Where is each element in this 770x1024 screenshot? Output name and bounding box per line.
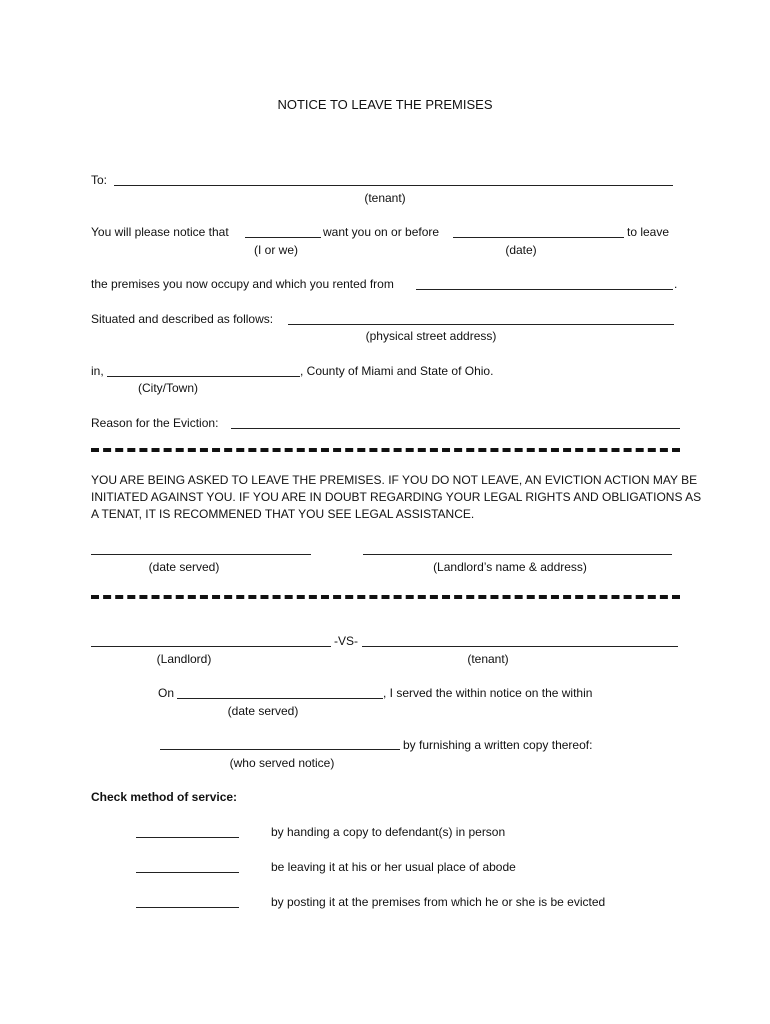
street-address-caption: (physical street address) <box>365 329 497 343</box>
landlord-name-address-field[interactable] <box>363 554 672 555</box>
tenant-caption: (tenant) <box>364 191 406 205</box>
method-heading: Check method of service: <box>91 790 238 804</box>
tenant-caption-vs: (tenant) <box>467 652 509 666</box>
versus-label: -VS- <box>334 634 358 648</box>
landlord-name-caption: (Landlord’s name & address) <box>433 560 587 574</box>
warning-line-1: YOU ARE BEING ASKED TO LEAVE THE PREMISES. IF YOU DO NOT LEAVE, AN EVICTION ACTION MAY BE <box>91 473 698 487</box>
furnishing-text: by furnishing a written copy thereof: <box>403 738 593 752</box>
tenant-field[interactable] <box>362 646 678 647</box>
city-town-field[interactable] <box>107 376 300 377</box>
location-suffix: , County of Miami and State of Ohio. <box>300 364 494 378</box>
premises-end: . <box>674 277 678 291</box>
method-checkbox-abode[interactable] <box>136 872 239 873</box>
rented-from-field[interactable] <box>416 289 673 290</box>
tenant-name-field[interactable] <box>114 185 673 186</box>
situated-label: Situated and described as follows: <box>91 312 274 326</box>
method-item-label: be leaving it at his or her usual place of abode <box>271 860 516 874</box>
date-served-field[interactable] <box>91 554 311 555</box>
i-or-we-caption: (I or we) <box>253 243 299 257</box>
method-checkbox-posting[interactable] <box>136 907 239 908</box>
warning-line-3: A TENAT, IT IS RECOMMENED THAT YOU SEE LEGAL ASSISTANCE. <box>91 507 475 521</box>
served-date-caption: (date served) <box>227 704 299 718</box>
notice-suffix: to leave <box>627 225 670 239</box>
page-title: NOTICE TO LEAVE THE PREMISES <box>277 97 493 112</box>
method-item-label: by handing a copy to defendant(s) in person <box>271 825 506 839</box>
reason-label: Reason for the Eviction: <box>91 416 219 430</box>
leave-date-field[interactable] <box>453 237 624 238</box>
to-label: To: <box>91 173 108 187</box>
reason-field[interactable] <box>231 428 680 429</box>
date-served-caption: (date served) <box>148 560 220 574</box>
landlord-caption: (Landlord) <box>156 652 212 666</box>
warning-line-2: INITIATED AGAINST YOU. IF YOU ARE IN DOUBT REGARDING YOUR LEGAL RIGHTS AND OBLIGATIONS AS <box>91 490 702 504</box>
dashed-divider <box>91 595 680 599</box>
date-caption: (date) <box>505 243 537 257</box>
who-served-field[interactable] <box>160 749 400 750</box>
served-text: , I served the within notice on the within <box>383 686 593 700</box>
method-item-label: by posting it at the premises from which he or she is be evicted <box>271 895 606 909</box>
on-label: On <box>158 686 175 700</box>
landlord-field[interactable] <box>91 646 331 647</box>
served-on-date-field[interactable] <box>177 698 383 699</box>
city-town-caption: (City/Town) <box>137 381 199 395</box>
notice-prefix: You will please notice that <box>91 225 229 239</box>
i-or-we-field[interactable] <box>245 237 321 238</box>
location-prefix: in, <box>91 364 104 378</box>
premises-text: the premises you now occupy and which you rented from <box>91 277 394 291</box>
dashed-divider <box>91 448 680 452</box>
who-served-caption: (who served notice) <box>229 756 335 770</box>
method-checkbox-in-person[interactable] <box>136 837 239 838</box>
notice-middle: want you on or before <box>323 225 440 239</box>
street-address-field[interactable] <box>288 324 674 325</box>
